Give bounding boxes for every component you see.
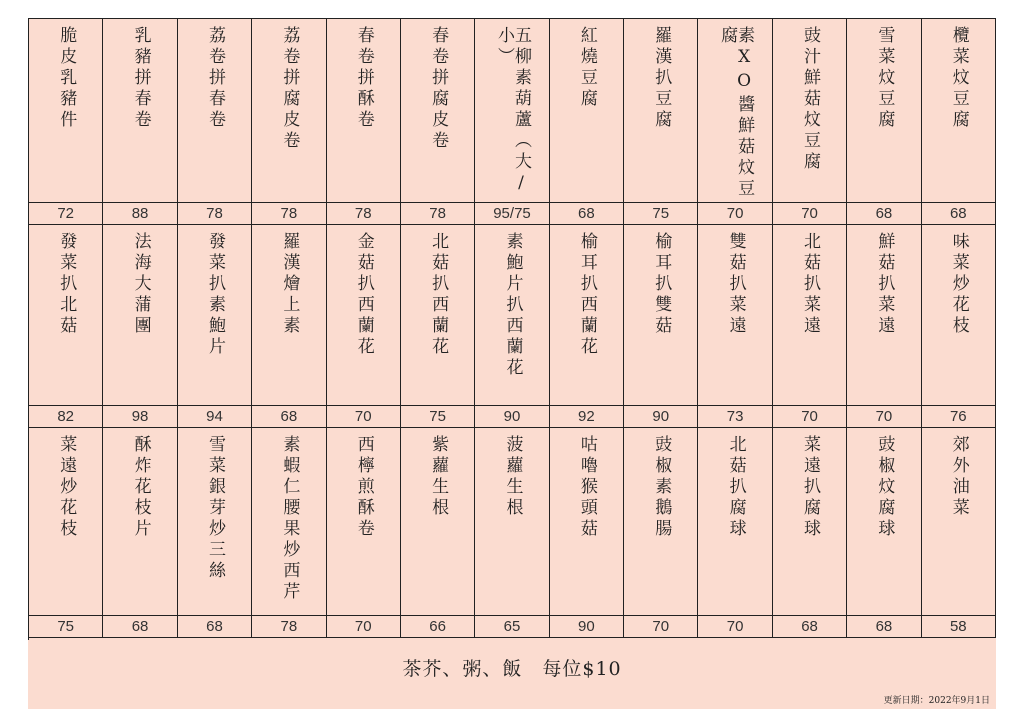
dish-price: 78 xyxy=(252,616,326,638)
dish-name: 雙菇扒菜遠 xyxy=(725,232,746,337)
dish-name-cell xyxy=(401,428,475,616)
dish-name: 豉椒炆腐球 xyxy=(874,435,895,540)
dish-name: 紫蘿生根 xyxy=(428,435,449,519)
dish-price: 94 xyxy=(178,406,252,428)
dish-name: 酥炸花枝片 xyxy=(130,435,151,540)
dish-name-cell xyxy=(327,225,401,406)
dish-name: 北菇扒腐球 xyxy=(725,435,746,540)
dish-name-cell xyxy=(624,19,698,203)
dish-name-cell xyxy=(401,225,475,406)
dish-name-cell xyxy=(847,428,921,616)
dish-name: 五柳素葫蘆（大/小） xyxy=(493,26,531,197)
dish-name-cell xyxy=(29,19,103,203)
dish-price: 72 xyxy=(29,203,103,225)
dish-name-cell xyxy=(29,428,103,616)
dish-name-cell xyxy=(624,225,698,406)
dish-name: 脆皮乳豬件 xyxy=(56,26,77,131)
dish-name: 素蝦仁腰果炒西芹 xyxy=(279,435,300,603)
dish-name-cell xyxy=(698,19,772,203)
dish-name: 紅燒豆腐 xyxy=(576,26,597,110)
dish-price: 68 xyxy=(847,616,921,638)
dish-name-cell xyxy=(327,19,401,203)
dish-name-cell xyxy=(178,19,252,203)
menu-grid xyxy=(28,18,996,640)
dish-name: 菜遠扒腐球 xyxy=(800,435,821,540)
dish-price: 90 xyxy=(550,616,624,638)
dish-name-cell xyxy=(103,19,177,203)
dish-name: 荔卷拼腐皮卷 xyxy=(279,26,300,152)
dish-name-cell xyxy=(327,428,401,616)
dish-name-cell xyxy=(29,225,103,406)
dish-name-cell xyxy=(698,428,772,616)
dish-name: 法海大蒲團 xyxy=(130,232,151,337)
dish-name: 雪菜銀芽炒三絲 xyxy=(204,435,225,582)
dish-price: 78 xyxy=(327,203,401,225)
dish-price: 68 xyxy=(550,203,624,225)
dish-price: 75 xyxy=(29,616,103,638)
dish-name: 咕嚕猴頭菇 xyxy=(576,435,597,540)
dish-name-cell xyxy=(773,19,847,203)
dish-price: 75 xyxy=(624,203,698,225)
dish-name: 菠蘿生根 xyxy=(502,435,523,519)
dish-name: 乳豬拼春卷 xyxy=(130,26,151,131)
dish-name-cell xyxy=(624,428,698,616)
dish-price: 92 xyxy=(550,406,624,428)
dish-name-cell xyxy=(773,428,847,616)
dish-price: 68 xyxy=(773,616,847,638)
dish-name-cell xyxy=(773,225,847,406)
dish-price: 70 xyxy=(773,203,847,225)
dish-price: 68 xyxy=(252,406,326,428)
dish-name: 羅漢燴上素 xyxy=(279,232,300,337)
dish-name: 菜遠炒花枝 xyxy=(56,435,77,540)
dish-name: 荔卷拼春卷 xyxy=(204,26,225,131)
dish-name-cell xyxy=(698,225,772,406)
dish-price: 70 xyxy=(327,406,401,428)
dish-price: 90 xyxy=(475,406,549,428)
dish-price: 76 xyxy=(922,406,996,428)
dish-name: 春卷拼酥卷 xyxy=(353,26,374,131)
dish-name: 豉汁鮮菇炆豆腐 xyxy=(800,26,821,173)
dish-price: 98 xyxy=(103,406,177,428)
dish-price: 90 xyxy=(624,406,698,428)
dish-price: 78 xyxy=(252,203,326,225)
dish-name-cell xyxy=(252,225,326,406)
dish-price: 70 xyxy=(698,616,772,638)
dish-name: 羅漢扒豆腐 xyxy=(651,26,672,131)
dish-price: 70 xyxy=(847,406,921,428)
dish-name: 金菇扒西蘭花 xyxy=(353,232,374,358)
dish-name-cell xyxy=(922,428,996,616)
dish-price: 95/75 xyxy=(475,203,549,225)
dish-price: 68 xyxy=(178,616,252,638)
dish-name-cell xyxy=(401,19,475,203)
dish-price: 78 xyxy=(178,203,252,225)
dish-price: 70 xyxy=(698,203,772,225)
dish-price: 70 xyxy=(327,616,401,638)
dish-price: 78 xyxy=(401,203,475,225)
dish-name: 北菇扒西蘭花 xyxy=(428,232,449,358)
dish-name-cell xyxy=(252,19,326,203)
dish-name: 素鮑片扒西蘭花 xyxy=(502,232,523,379)
dish-name-cell xyxy=(252,428,326,616)
dish-price: 88 xyxy=(103,203,177,225)
dish-price: 65 xyxy=(475,616,549,638)
dish-name-cell xyxy=(550,428,624,616)
dish-price: 73 xyxy=(698,406,772,428)
dish-name-cell xyxy=(922,225,996,406)
dish-name: 榆耳扒西蘭花 xyxy=(576,232,597,358)
dish-name-cell xyxy=(475,19,549,203)
dish-name: 春卷拼腐皮卷 xyxy=(428,26,449,152)
dish-name-cell xyxy=(922,19,996,203)
dish-name: 素XO醬鮮菇炆豆腐 xyxy=(717,26,755,200)
dish-name-cell xyxy=(847,19,921,203)
update-date: 更新日期：2022年9月1日 xyxy=(883,696,990,706)
dish-name: 郊外油菜 xyxy=(948,435,969,519)
dish-name: 味菜炒花枝 xyxy=(948,232,969,337)
dish-name-cell xyxy=(103,428,177,616)
menu-board xyxy=(28,18,996,709)
dish-name-cell xyxy=(178,428,252,616)
dish-name: 西檸煎酥卷 xyxy=(353,435,374,540)
dish-name: 北菇扒菜遠 xyxy=(800,232,821,337)
dish-name: 雪菜炆豆腐 xyxy=(874,26,895,131)
dish-price: 66 xyxy=(401,616,475,638)
dish-name-cell xyxy=(847,225,921,406)
dish-price: 68 xyxy=(922,203,996,225)
dish-price: 58 xyxy=(922,616,996,638)
dish-price: 68 xyxy=(847,203,921,225)
dish-name: 發菜扒北菇 xyxy=(56,232,77,337)
dish-name: 鮮菇扒菜遠 xyxy=(874,232,895,337)
footer-note: 茶芥、粥、飯 每位$10 xyxy=(402,658,622,680)
dish-price: 70 xyxy=(773,406,847,428)
dish-name: 豉椒素鵝腸 xyxy=(651,435,672,540)
dish-name-cell xyxy=(550,225,624,406)
dish-price: 75 xyxy=(401,406,475,428)
dish-price: 68 xyxy=(103,616,177,638)
dish-name-cell xyxy=(475,428,549,616)
dish-name-cell xyxy=(103,225,177,406)
dish-price: 82 xyxy=(29,406,103,428)
dish-name-cell xyxy=(178,225,252,406)
dish-name-cell xyxy=(550,19,624,203)
dish-name: 發菜扒素鮑片 xyxy=(204,232,225,358)
dish-name-cell xyxy=(475,225,549,406)
dish-price: 70 xyxy=(624,616,698,638)
dish-name: 榆耳扒雙菇 xyxy=(651,232,672,337)
dish-name: 欖菜炆豆腐 xyxy=(948,26,969,131)
